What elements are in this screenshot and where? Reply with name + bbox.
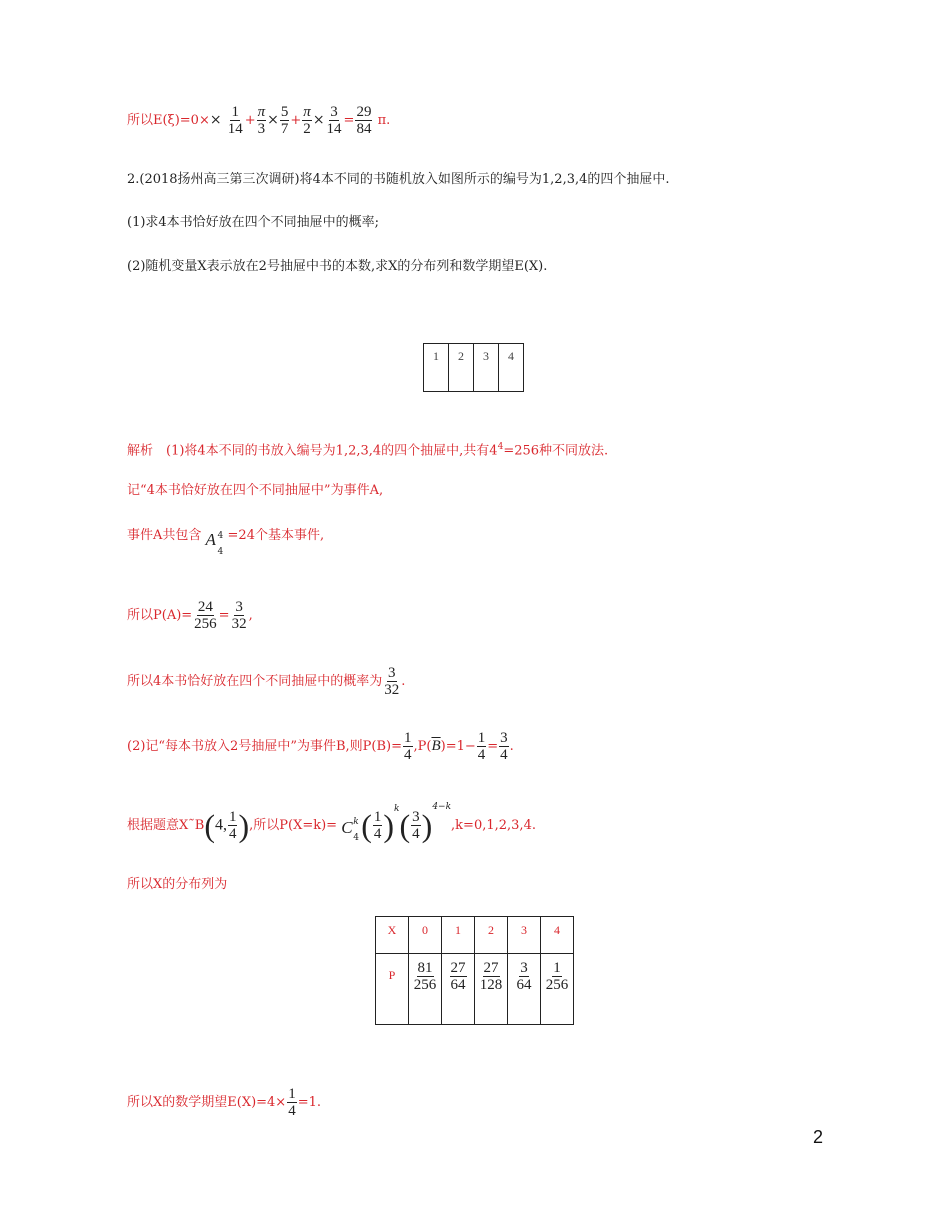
- b-complement: $\overline{B}$: [431, 738, 441, 754]
- dist-header-1: 1: [442, 917, 475, 954]
- dist-prob-1: $\frac{27}{64}$: [442, 954, 475, 1025]
- frac-1-14: $\frac{1}{14}$: [227, 104, 243, 137]
- dist-row-label: P: [376, 954, 409, 1025]
- frac-5-7: $\frac{5}{7}$: [280, 104, 289, 137]
- frac-3-32: $\frac{3}{32}$: [231, 599, 247, 632]
- drawer-3: 3: [474, 344, 499, 392]
- question-1: (1)求4本书恰好放在四个不同抽屉中的概率;: [127, 215, 380, 230]
- frac-1-4-e: $\frac{1}{4}$: [288, 1086, 296, 1119]
- distribution-intro: 所以X的分布列为: [127, 877, 228, 892]
- dist-header-2: 2: [475, 917, 508, 954]
- expectation-xi-line: 所以E(ξ)=0×× $\frac{1}{14}$ + $\frac{\pi}{3}$ × $\frac{5}{7}$ + $\frac{\pi}{2}$ × $\frac{3}{14}$ = $\frac{29}{84}$ π.: [127, 104, 391, 137]
- binomial-line: 根据题意X˜B(4, $\frac{1}{4}$ ),所以P(X=k)= C k 4 ( $\frac{1}{4}$ )$^k$( $\frac{3}{4}$ )$^{4-k}$,k=0,1,2,3,4.: [127, 802, 536, 844]
- dist-prob-0: $\frac{81}{256}$: [409, 954, 442, 1025]
- permutation-symbol: A 4 4: [205, 530, 224, 557]
- dist-prob-4: $\frac{1}{256}$: [541, 954, 574, 1025]
- frac-29-84: $\frac{29}{84}$: [356, 104, 372, 137]
- frac-1-4-c: $\frac{1}{4}$: [228, 809, 237, 842]
- combination-symbol: C k 4: [341, 817, 359, 843]
- dist-header-3: 3: [508, 917, 541, 954]
- frac-pi-2: $\frac{\pi}{2}$: [303, 104, 311, 137]
- event-a-definition: 记“4本书恰好放在四个不同抽屉中”为事件A,: [127, 483, 384, 498]
- l1-text: 所以E(ξ)=0×: [127, 113, 210, 128]
- drawer-figure: [423, 343, 524, 392]
- l1-tail: π.: [377, 113, 391, 128]
- page-number: 2: [813, 1127, 824, 1147]
- dist-header-0: 0: [409, 917, 442, 954]
- frac-24-256: $\frac{24}{256}$: [194, 599, 217, 632]
- drawer-1: 1: [424, 344, 449, 392]
- frac-3-4-a: $\frac{3}{4}$: [500, 730, 508, 763]
- drawer-2: 2: [449, 344, 474, 392]
- dist-prob-3: $\frac{3}{64}$: [508, 954, 541, 1025]
- frac-3-14: $\frac{3}{14}$: [326, 104, 342, 137]
- frac-1-4-d: $\frac{1}{4}$: [373, 809, 382, 842]
- prob-a-line: 所以P(A)= $\frac{24}{256}$ = $\frac{3}{32}$ ,: [127, 599, 253, 632]
- frac-pi-3: $\frac{\pi}{3}$: [257, 104, 266, 137]
- expectation-result: 所以X的数学期望E(X)=4× $\frac{1}{4}$ =1.: [127, 1086, 321, 1119]
- problem-statement: 2.(2018扬州高三第三次调研)将4本不同的书随机放入如图所示的编号为1,2,3,4的四个抽屉中.: [127, 172, 670, 187]
- frac-1-4-a: $\frac{1}{4}$: [404, 730, 412, 763]
- distribution-table: [375, 916, 574, 1025]
- dist-prob-2: $\frac{27}{128}$: [475, 954, 508, 1025]
- dist-header-4: 4: [541, 917, 574, 954]
- drawer-4: 4: [499, 344, 524, 392]
- dist-header-x: X: [376, 917, 409, 954]
- event-a-count: 事件A共包含 A 4 4 =24个基本事件,: [127, 528, 325, 557]
- frac-3-4-b: $\frac{3}{4}$: [412, 809, 420, 842]
- solution-part1: 解析 (1)将4本不同的书放入编号为1,2,3,4的四个抽屉中,共有$4^4=256$种不同放法.: [127, 442, 609, 459]
- frac-3-32-b: $\frac{3}{32}$: [384, 665, 400, 698]
- frac-1-4-b: $\frac{1}{4}$: [477, 730, 486, 763]
- solution-part2: (2)记“每本书放入2号抽屉中”为事件B,则P(B)= $\frac{1}{4}$ $,P(\overline{B})=1-$ $\frac{1}{4}$ = $\frac{3}{4}$ .: [127, 730, 514, 763]
- times-sign: ×: [209, 112, 222, 128]
- question-2: (2)随机变量X表示放在2号抽屉中书的本数,求X的分布列和数学期望E(X).: [127, 259, 548, 274]
- conclusion-part1: 所以4本书恰好放在四个不同抽屉中的概率为 $\frac{3}{32}$ .: [127, 665, 406, 698]
